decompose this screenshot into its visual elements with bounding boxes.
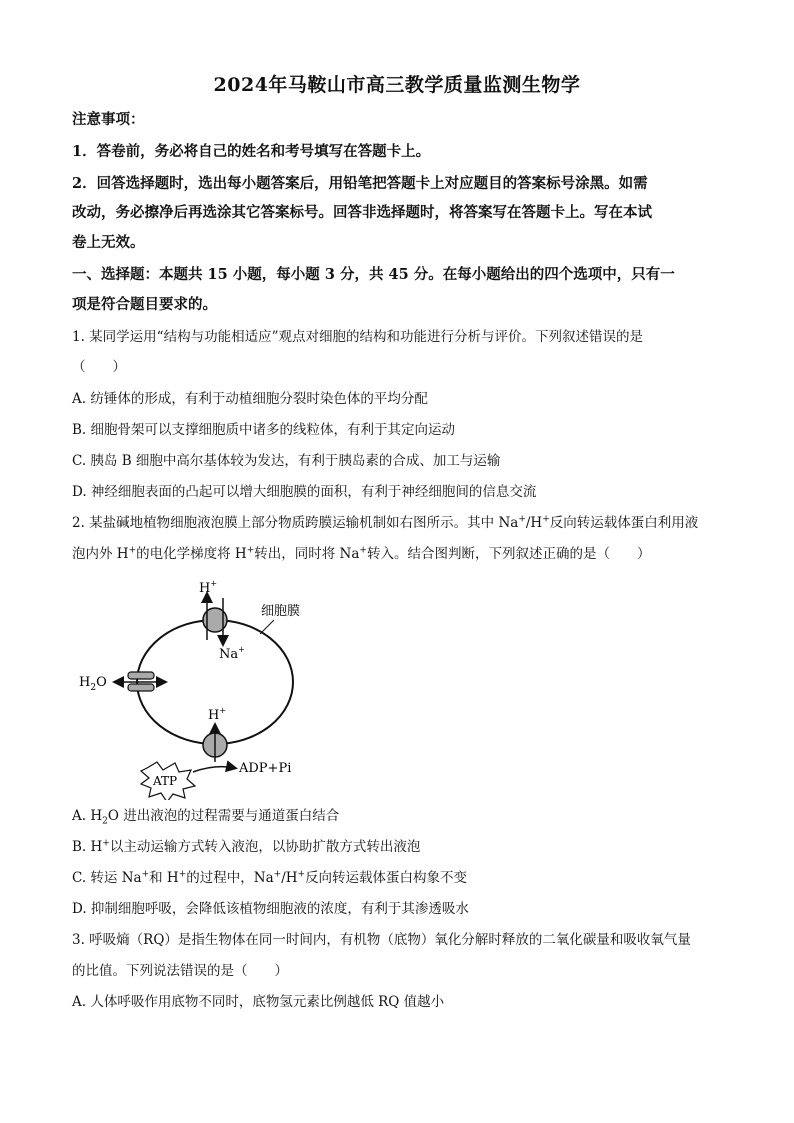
aquaporin-top [128, 672, 154, 679]
atp-label: ATP [153, 774, 178, 788]
q1-option-d: D. 神经细胞表面的凸起可以增大细胞膜的面积，有利于神经细胞间的信息交流 [72, 484, 537, 500]
q1-option-b: B. 细胞骨架可以支撑细胞质中诸多的线粒体，有利于其定向运动 [72, 422, 456, 438]
q2-stem-line2: 泡内外 H+的电化学梯度将 H+转出，同时将 Na+转入。结合图判断，下列叙述正确的是（ ） [72, 545, 651, 562]
section-heading: 一、选择题：本题共 15 小题，每小题 3 分，共 45 分。在每小题给出的四个选项中，只有一 [72, 266, 675, 283]
q3-stem-line2: 的比值。下列说法错误的是（ ） [72, 963, 288, 979]
notice-item-1: 1．答卷前，务必将自己的姓名和考号填写在答题卡上。 [72, 143, 431, 160]
q3-stem-line1: 3. 呼吸熵（RQ）是指生物体在同一时间内，有机物（底物）氧化分解时释放的二氧化碳量和吸收氧气量 [72, 932, 691, 948]
q1-stem: 1. 某同学运用“结构与功能相适应”观点对细胞的结构和功能进行分析与评价。下列叙述错误的是 [72, 329, 643, 345]
q1-blank: （ ） [72, 359, 126, 375]
q2-option-a: A. $H_2O$ 进出液泡的过程需要与通道蛋白结合 [72, 808, 340, 827]
q2-option-c: C. 转运 Na+和 H+的过程中，Na+/H+反向转运载体蛋白构象不变 [72, 869, 468, 886]
q1-option-c: C. 胰岛 B 细胞中高尔基体较为发达，有利于胰岛素的合成、加工与运输 [72, 453, 501, 469]
notice-item-2-cont2: 卷上无效。 [72, 234, 145, 251]
exam-title: 2024年马鞍山市高三教学质量监测生物学 [213, 74, 581, 96]
h2o-label: $H_2O$ [79, 675, 107, 693]
na-label: Na+ [219, 645, 245, 662]
h-bottom-label: H+ [208, 706, 227, 723]
h-top-label: H+ [199, 579, 218, 596]
q2-option-d: D. 抑制细胞呼吸，会降低该植物细胞液的浓度，有利于其渗透吸水 [72, 901, 469, 917]
adp-label: ADP+Pi [239, 761, 292, 776]
q2-option-b: B. H+以主动运输方式转入液泡，以协助扩散方式转出液泡 [72, 838, 421, 855]
aquaporin-bottom [128, 684, 154, 691]
q2-stem-line1: 2. 某盐碱地植物细胞液泡膜上部分物质跨膜运输机制如右图所示。其中 Na+/H+反向转运载体蛋白利用液 [72, 514, 699, 531]
vacuole-transport-diagram [75, 572, 335, 800]
section-heading-cont: 项是符合题目要求的。 [72, 296, 217, 313]
q1-option-a: A. 纺锤体的形成，有利于动植细胞分裂时染色体的平均分配 [72, 391, 428, 407]
notice-heading: 注意事项： [72, 111, 145, 128]
q3-option-a: A. 人体呼吸作用底物不同时，底物氢元素比例越低 RQ 值越小 [72, 994, 445, 1010]
notice-item-2: 2．回答选择题时，选出每小题答案后，用铅笔把答题卡上对应题目的答案标号涂黑。如需 [72, 175, 648, 192]
membrane-label: 细胞膜 [261, 604, 301, 619]
membrane-label-leader [260, 620, 274, 634]
atp-hydrolysis-arrow [193, 767, 235, 772]
notice-item-2-cont: 改动，务必擦净后再选涂其它答案标号。回答非选择题时，将答案写在答题卡上。写在本试 [72, 204, 652, 221]
